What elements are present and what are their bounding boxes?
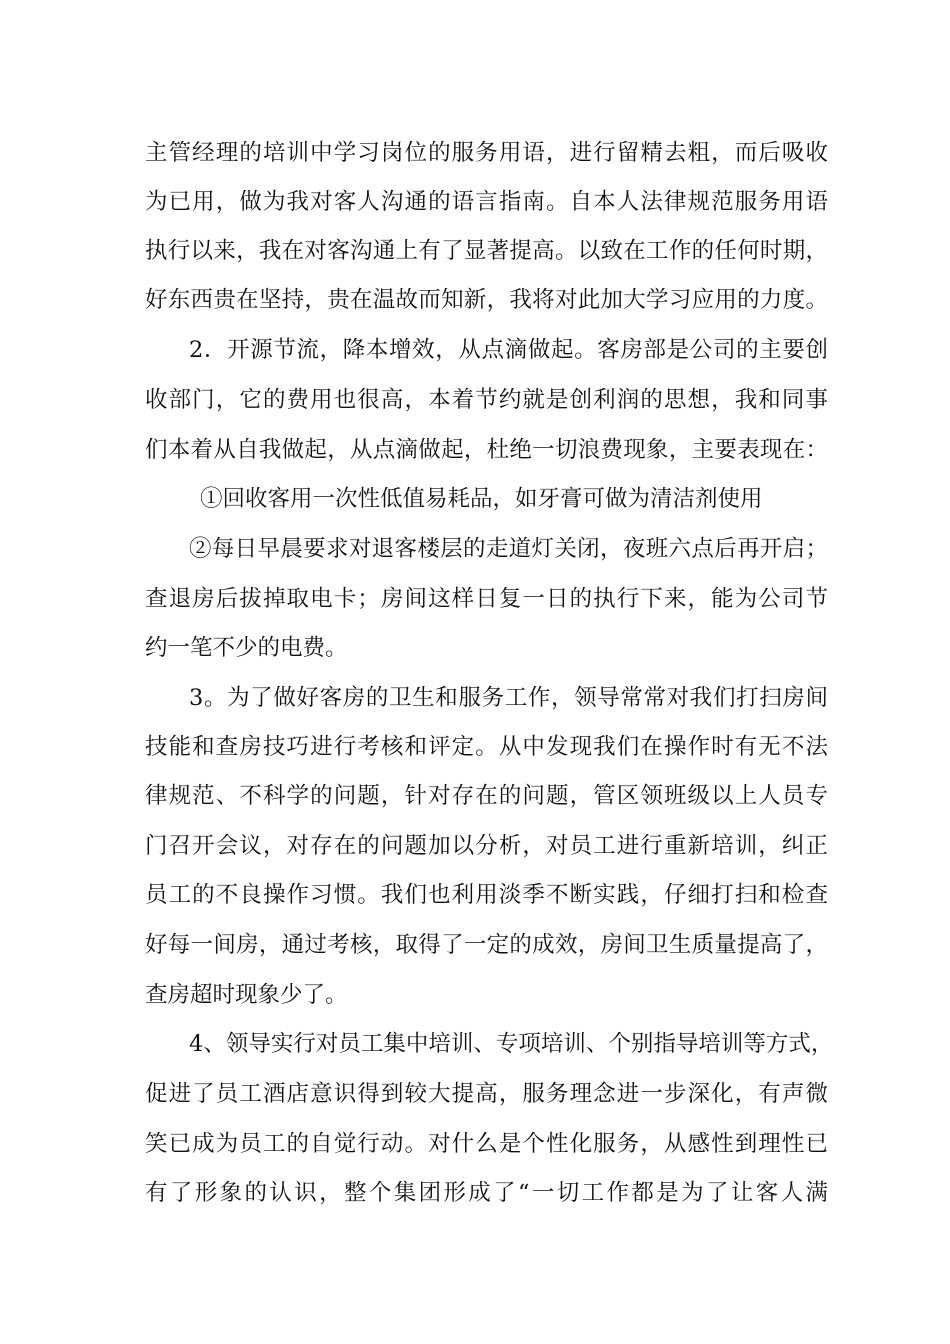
text-line: 为已用，做为我对客人沟通的语言指南。自本人法律规范服务用语 bbox=[145, 189, 828, 215]
text-line: 技能和查房技巧进行考核和评定。从中发现我们在操作时有无不法 bbox=[145, 734, 828, 760]
text-line: 约一笔不少的电费。 bbox=[145, 635, 348, 661]
text-line: 门召开会议，对存在的问题加以分析，对员工进行重新培训，纠正 bbox=[145, 833, 828, 859]
text-line: 收部门，它的费用也很高，本着节约就是创利润的思想，我和同事 bbox=[145, 387, 828, 413]
text-line: 们本着从自我做起，从点滴做起，杜绝一切浪费现象，主要表现在： bbox=[145, 437, 828, 463]
paragraph-first-line: 2．开源节流，降本增效，从点滴做起。客房部是公司的主要创 bbox=[189, 337, 828, 363]
text-line: 笑已成为员工的自觉行动。对什么是个性化服务，从感性到理性已 bbox=[145, 1131, 828, 1157]
text-line: 律规范、不科学的问题，针对存在的问题，管区领班级以上人员专 bbox=[145, 783, 828, 809]
list-item: ①回收客用一次性低值易耗品，如牙膏可做为清洁剂使用 bbox=[200, 486, 763, 512]
text-line: 有了形象的认识，整个集团形成了“一切工作都是为了让客人满 bbox=[145, 1180, 828, 1206]
text-line: 好东西贵在坚持，贵在温故而知新，我将对此加大学习应用的力度。 bbox=[145, 287, 828, 313]
paragraph-first-line: 4、领导实行对员工集中培训、专项培训、个别指导培训等方式， bbox=[189, 1031, 834, 1057]
text-line: 促进了员工酒店意识得到较大提高，服务理念进一步深化，有声微 bbox=[145, 1081, 828, 1107]
text-line: 主管经理的培训中学习岗位的服务用语，进行留精去粗，而后吸收 bbox=[145, 140, 828, 166]
text-line: 员工的不良操作习惯。我们也利用淡季不断实践，仔细打扫和检查 bbox=[145, 882, 828, 908]
text-line: 执行以来，我在对客沟通上有了显著提高。以致在工作的任何时期， bbox=[145, 238, 828, 264]
paragraph-first-line: 3。为了做好客房的卫生和服务工作，领导常常对我们打扫房间 bbox=[189, 685, 828, 711]
list-item: ②每日早晨要求对退客楼层的走道灯关闭，夜班六点后再开启； bbox=[189, 536, 828, 562]
text-line: 查退房后拔掉取电卡；房间这样日复一日的执行下来，能为公司节 bbox=[145, 586, 828, 612]
text-line: 好每一间房，通过考核，取得了一定的成效，房间卫生质量提高了， bbox=[145, 932, 828, 958]
text-line: 查房超时现象少了。 bbox=[145, 982, 348, 1008]
